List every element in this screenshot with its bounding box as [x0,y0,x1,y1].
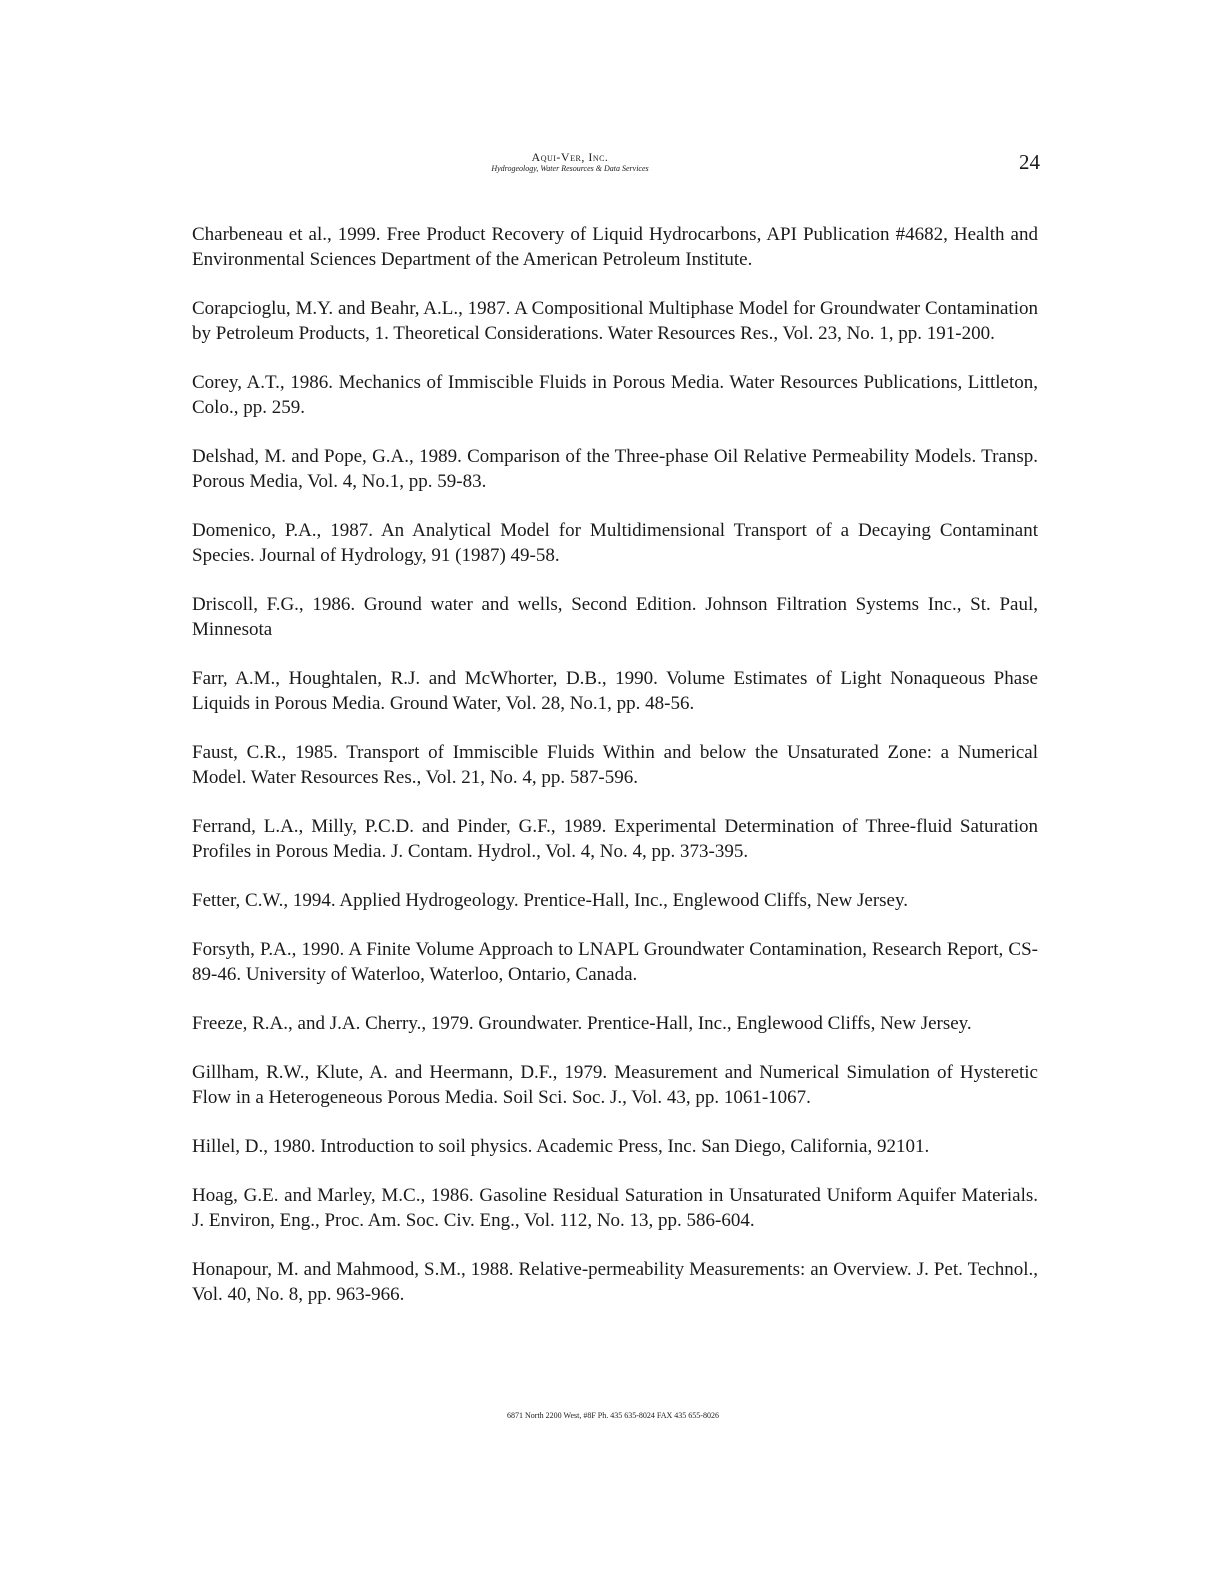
reference-entry: Charbeneau et al., 1999. Free Product Recovery of Liquid Hydrocarbons, API Publication #4682, Health and Environmental Sciences Department of the American Petroleum Institute. [192,224,1038,270]
page-header [0,150,1226,190]
reference-entry: Delshad, M. and Pope, G.A., 1989. Comparison of the Three-phase Oil Relative Permeability Models. Transp. Porous Media, Vol. 4, No.1, pp. 59-83. [192,446,1038,492]
reference-entry: Fetter, C.W., 1994. Applied Hydrogeology. Prentice-Hall, Inc., Englewood Cliffs, New Jersey. [192,890,909,911]
page-number: 24 [1019,150,1040,174]
page-footer: 6871 North 2200 West, #8F Ph. 435 635-8024 FAX 435 655-8026 [507,1411,719,1420]
reference-entry: Hoag, G.E. and Marley, M.C., 1986. Gasoline Residual Saturation in Unsaturated Uniform Aquifer Materials. J. Environ, Eng., Proc. Am. Soc. Civ. Eng., Vol. 112, No. 13, pp. 586-604. [192,1185,1038,1231]
reference-entry: Gillham, R.W., Klute, A. and Heermann, D.F., 1979. Measurement and Numerical Simulation of Hysteretic Flow in a Heterogeneous Porous Media. Soil Sci. Soc. J., Vol. 43, pp. 1061-1067. [192,1062,1038,1108]
letterhead [400,150,740,174]
reference-entry: Faust, C.R., 1985. Transport of Immiscible Fluids Within and below the Unsaturated Zone: a Numerical Model. Water Resources Res., Vol. 21, No. 4, pp. 587-596. [192,742,1038,788]
reference-entry: Corey, A.T., 1986. Mechanics of Immiscible Fluids in Porous Media. Water Resources Publications, Littleton, Colo., pp. 259. [192,372,1038,418]
reference-entry: Forsyth, P.A., 1990. A Finite Volume Approach to LNAPL Groundwater Contamination, Research Report, CS-89-46. University of Waterloo, Waterloo, Ontario, Canada. [192,939,1038,985]
reference-entry: Hillel, D., 1980. Introduction to soil physics. Academic Press, Inc. San Diego, California, 92101. [192,1136,930,1157]
reference-entry: Farr, A.M., Houghtalen, R.J. and McWhorter, D.B., 1990. Volume Estimates of Light Nonaqueous Phase Liquids in Porous Media. Ground Water, Vol. 28, No.1, pp. 48-56. [192,668,1038,714]
reference-entry: Domenico, P.A., 1987. An Analytical Model for Multidimensional Transport of a Decaying Contaminant Species. Journal of Hydrology, 91 (1987) 49-58. [192,520,1038,566]
reference-entry: Corapcioglu, M.Y. and Beahr, A.L., 1987. A Compositional Multiphase Model for Groundwater Contamination by Petroleum Products, 1. Theoretical Considerations. Water Resources Res., Vol. 23, No. 1, pp. 191-200. [192,298,1038,344]
reference-entry: Honapour, M. and Mahmood, S.M., 1988. Relative-permeability Measurements: an Overview. J. Pet. Technol., Vol. 40, No. 8, pp. 963-966. [192,1259,1038,1305]
company-tagline: Hydrogeology, Water Resources & Data Services [491,164,649,173]
reference-list [192,222,1038,1331]
company-name: Aqui-Ver, Inc. [531,150,609,164]
reference-entry: Driscoll, F.G., 1986. Ground water and wells, Second Edition. Johnson Filtration Systems Inc., St. Paul, Minnesota [192,594,1038,640]
reference-entry: Freeze, R.A., and J.A. Cherry., 1979. Groundwater. Prentice-Hall, Inc., Englewood Cliffs, New Jersey. [192,1013,972,1034]
reference-entry: Ferrand, L.A., Milly, P.C.D. and Pinder, G.F., 1989. Experimental Determination of Three-fluid Saturation Profiles in Porous Media. J. Contam. Hydrol., Vol. 4, No. 4, pp. 373-395. [192,816,1038,862]
